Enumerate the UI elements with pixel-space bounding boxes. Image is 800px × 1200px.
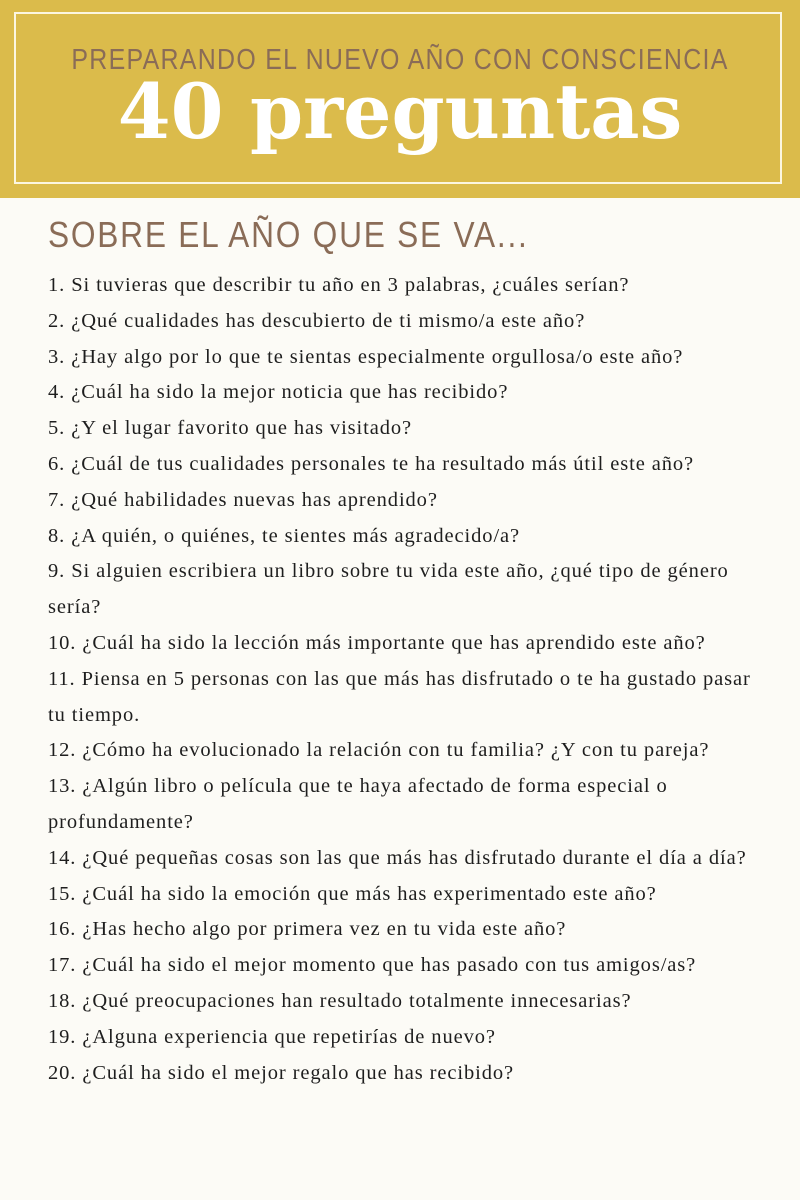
question-item: 16. ¿Has hecho algo por primera vez en tu vida este año? — [48, 918, 567, 941]
question-item: 19. ¿Alguna experiencia que repetirías de nuevo? — [48, 1025, 496, 1048]
question-item: 17. ¿Cuál ha sido el mejor momento que has pasado con tus amigos/as? — [48, 954, 697, 977]
question-item: 3. ¿Hay algo por lo que te sientas especialmente orgullosa/o este año? — [48, 345, 684, 368]
banner-subtitle: PREPARANDO EL NUEVO AÑO CON CONSCIENCIA — [71, 44, 729, 76]
question-item: 13. ¿Algún libro o película que te haya afectado de forma especial o profundamente? — [48, 775, 668, 833]
question-item: 15. ¿Cuál ha sido la emoción que más has experimentado este año? — [48, 882, 657, 905]
question-item: 20. ¿Cuál ha sido el mejor regalo que has recibido? — [48, 1061, 515, 1084]
question-item: 4. ¿Cuál ha sido la mejor noticia que has recibido? — [48, 381, 509, 404]
section-heading: SOBRE EL AÑO QUE SE VA... — [48, 214, 529, 255]
question-item: 14. ¿Qué pequeñas cosas son las que más has disfrutado durante el día a día? — [48, 846, 747, 869]
question-item: 8. ¿A quién, o quiénes, te sientes más agradecido/a? — [48, 524, 521, 547]
question-item: 7. ¿Qué habilidades nuevas has aprendido? — [48, 488, 438, 511]
questions-list — [48, 268, 764, 1091]
question-item: 11. Piensa en 5 personas con las que más has disfrutado o te ha gustado pasar tu tiempo. — [48, 667, 751, 726]
question-item: 6. ¿Cuál de tus cualidades personales te ha resultado más útil este año? — [48, 452, 695, 475]
question-item: 10. ¿Cuál ha sido la lección más importante que has aprendido este año? — [48, 631, 706, 654]
question-item: 9. Si alguien escribiera un libro sobre tu vida este año, ¿qué tipo de género sería? — [48, 560, 729, 619]
header-banner — [0, 0, 800, 198]
question-item: 5. ¿Y el lugar favorito que has visitado? — [48, 417, 413, 440]
question-item: 1. Si tuvieras que describir tu año en 3 palabras, ¿cuáles serían? — [48, 274, 630, 296]
question-item: 12. ¿Cómo ha evolucionado la relación con tu familia? ¿Y con tu pareja? — [48, 739, 710, 762]
banner-title: 40 preguntas — [117, 67, 683, 156]
question-item: 18. ¿Qué preocupaciones han resultado totalmente innecesarias? — [48, 989, 632, 1012]
question-item: 2. ¿Qué cualidades has descubierto de ti mismo/a este año? — [48, 309, 586, 332]
